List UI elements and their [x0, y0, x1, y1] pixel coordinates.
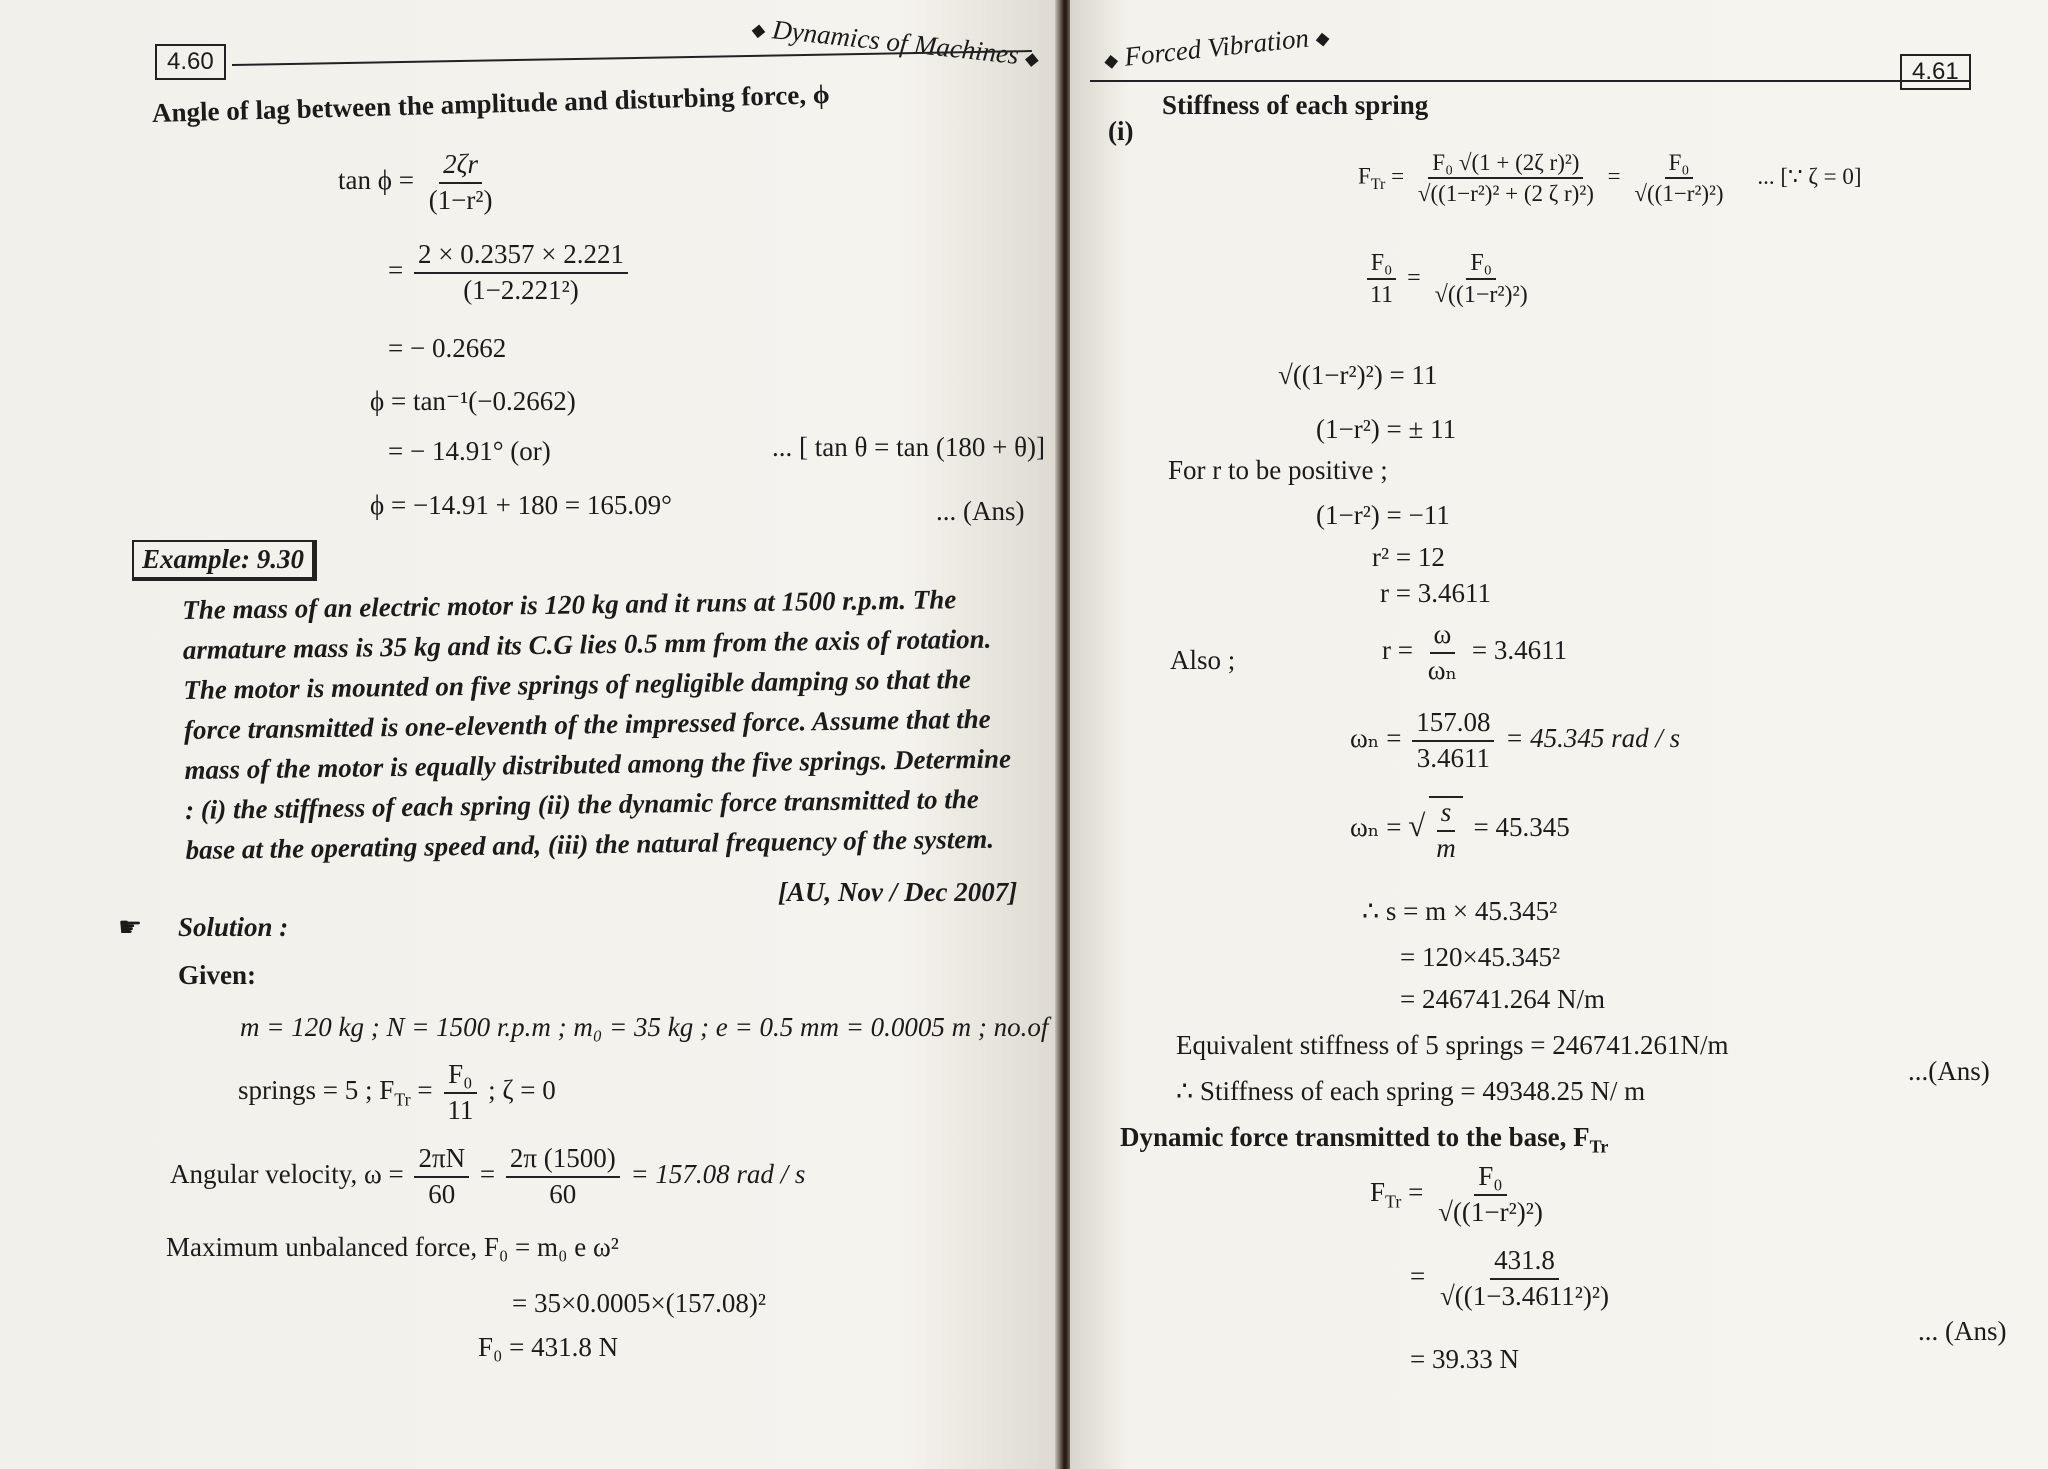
unbalanced-force-sub: = 35×0.0005×(157.08)²: [512, 1288, 767, 1318]
angular-velocity-eq: Angular velocity, ω = $\frac{2\pi N}{60}$ = $\frac{2\pi (1500)}{60}$ = 157.08 rad / s: [170, 1143, 806, 1209]
fraction-num: F₀: [1367, 250, 1397, 280]
eq-omega-n: [1350, 708, 1680, 773]
problem-line: armature mass is 35 kg and its C.G lies 0.5 mm from the axis of rotation.: [182, 623, 992, 665]
fraction: [506, 1144, 620, 1209]
fraction-den: √((1−r²)² + (2 ζ r)²): [1417, 181, 1594, 207]
fraction-num: F₀: [1665, 150, 1694, 179]
fraction: [1434, 1162, 1547, 1227]
fraction-den: ωₙ: [1427, 654, 1458, 685]
eq-substitution: = $\frac{2 \times 0.2357 \times 2.221}{\text{(1−2.221²)}}$: [388, 240, 632, 305]
unbalanced-force-result: F₀ = 431.8 N: [478, 1332, 619, 1362]
given-line-1: m = 120 kg ; N = 1500 r.p.m ; m₀ = 35 kg ; e = 0.5 mm = 0.0005 m ; no.of: [240, 1012, 1049, 1042]
solution-label: Solution :: [178, 912, 289, 942]
eq-r: r = 3.4611: [1380, 578, 1491, 608]
running-header-text: Dynamics of Machines: [770, 14, 1021, 70]
each-spring-stiffness: ∴ Stiffness of each spring = 49348.25 N/ m: [1176, 1076, 1646, 1106]
eq-omega-sqrt: [1350, 796, 1570, 863]
part-label: (i): [1108, 116, 1134, 146]
fraction: [1424, 620, 1461, 685]
example-label: Example: 9.30: [132, 540, 317, 581]
fraction-num: F₀: [1466, 250, 1496, 280]
eq-note: ... [ tan θ = tan (180 + θ)]: [772, 432, 1046, 462]
equivalent-stiffness: Equivalent stiffness of 5 springs = 246741.261N/m: [1176, 1030, 1729, 1060]
given-zeta: ; ζ = 0: [488, 1074, 556, 1105]
fraction: [414, 240, 628, 305]
subscript: Tr: [1589, 1136, 1609, 1157]
section-heading: Angle of lag between the amplitude and disturbing force, ϕ: [151, 79, 831, 128]
fraction-num: 2π (1500): [506, 1144, 620, 1178]
fraction-num: ω: [1430, 620, 1456, 654]
page-number: 4.61: [1900, 54, 1971, 90]
eq-stiffness-result: = 246741.264 N/m: [1400, 984, 1605, 1014]
eq-note: ... [∵ ζ = 0]: [1757, 163, 1862, 189]
ans-note: ... (Ans): [936, 496, 1025, 526]
eq-stiffness-sub: = 120×45.345²: [1400, 942, 1561, 972]
fraction: [1630, 150, 1727, 207]
fraction-num: F₀: [1474, 1162, 1506, 1196]
eq-phi: ϕ = tan⁻¹(−0.2662): [370, 386, 576, 416]
fraction: [1412, 708, 1494, 773]
section-heading-2: [1120, 1122, 1608, 1157]
page-number: 4.60: [155, 44, 226, 80]
fraction-den: 3.4611: [1416, 742, 1490, 773]
eq-phi-final: ϕ = −14.91 + 180 = 165.09°: [370, 490, 672, 520]
pointer-icon: ☛: [118, 912, 143, 942]
also-label: Also ;: [1170, 645, 1236, 675]
eq-tan-phi: [338, 150, 500, 215]
ans-note: ... (Ans): [1918, 1316, 2007, 1346]
fraction: [425, 150, 497, 215]
eq-lhs: ωₙ =: [1350, 722, 1402, 753]
reference: [AU, Nov / Dec 2007]: [778, 877, 1018, 907]
eq-stiffness: ∴ s = m × 45.345²: [1362, 896, 1558, 926]
eq-lhs: r =: [1382, 634, 1413, 665]
eq-neg: (1−r²) = −11: [1316, 500, 1450, 530]
fraction-den: √((1−r²)²): [1434, 282, 1528, 309]
fraction-num: 431.8: [1490, 1246, 1559, 1280]
fraction-den: 11: [1370, 282, 1394, 309]
eq-lhs: F: [1370, 1176, 1386, 1207]
given-springs: springs = 5 ; F: [238, 1074, 395, 1105]
fraction-den: (1−2.221²): [463, 274, 579, 305]
fraction-num: 2 × 0.2357 × 2.221: [414, 240, 628, 274]
fraction: [414, 1144, 469, 1209]
problem-line: The mass of an electric motor is 120 kg and it runs at 1500 r.p.m. The: [182, 584, 957, 625]
eq-root: √((1−r²)²) = 11: [1278, 360, 1438, 390]
fraction-num: s: [1437, 798, 1456, 832]
eq-ftr: $F_{Tr}$ = $\frac{\text{F₀ √(1 + (2ζ r)²)}}{\text{√((1−r²)² + (2 ζ r)²)}}$ = $\frac{\text{F₀}}{\text{√((1−r²)²)}}$ ... [∵ ζ = 0]: [1358, 150, 1862, 207]
fraction-den: 60: [428, 1178, 456, 1209]
fraction-num: F₀ √(1 + (2ζ r)²): [1428, 150, 1583, 179]
unbalanced-force-eq: Maximum unbalanced force, F₀ = m₀ e ω²: [166, 1232, 619, 1262]
fraction-den: (1−r²): [428, 184, 493, 215]
ans-note: ...(Ans): [1908, 1056, 1990, 1086]
eq-r-omega: [1382, 620, 1567, 685]
eq-rhs: = 3.4611: [1471, 634, 1568, 665]
problem-line: The motor is mounted on five springs of negligible damping so that the: [183, 663, 972, 705]
eq-r-squared: r² = 12: [1372, 542, 1445, 572]
given-line-2: springs = 5 ; $F_{Tr}$ = $\frac{\text{F₀}}{11}$ ; ζ = 0: [238, 1059, 556, 1125]
problem-statement: [182, 578, 1012, 870]
fraction: [1431, 250, 1532, 309]
fraction: [1414, 150, 1598, 207]
fraction-den: √((1−r²)²): [1634, 181, 1724, 207]
fraction-num: 2πN: [414, 1144, 469, 1178]
problem-line: : (i) the stiffness of each spring (ii) the dynamic force transmitted to the: [184, 783, 979, 825]
fraction-den: √((1−r²)²): [1438, 1196, 1543, 1227]
angvel-label: Angular velocity, ω =: [170, 1158, 404, 1189]
fraction-den: m: [1436, 832, 1456, 863]
fraction-num: F₀: [444, 1060, 476, 1094]
fraction-den: 11: [447, 1094, 474, 1125]
subscript: Tr: [1370, 176, 1386, 194]
fraction-den: √((1−3.4611²)²): [1439, 1280, 1609, 1311]
heading-text: Dynamic force transmitted to the base, F: [1120, 1122, 1590, 1152]
condition-text: For r to be positive ;: [1168, 455, 1388, 485]
eq-rhs: = 45.345: [1473, 811, 1570, 842]
subscript: Tr: [1385, 1191, 1402, 1212]
radical-icon: √: [1408, 807, 1426, 843]
angvel-result: = 157.08 rad / s: [630, 1158, 806, 1189]
running-header: ◆ Dynamics of Machines ◆: [750, 14, 1040, 70]
fraction: [1429, 796, 1463, 863]
eq-rhs: = 45.345 rad / s: [1505, 722, 1681, 753]
right-page: [1070, 0, 2048, 1469]
eq-phi-value: = − 14.91° (or): [388, 436, 551, 466]
eq-ratio: $\frac{\text{F₀}}{11}$ = $\frac{\text{F₀}}{\text{√((1−r²)²)}}$: [1362, 250, 1536, 309]
fraction-num: 157.08: [1412, 708, 1494, 742]
eq-dynamic-force: $F_{Tr}$ = $\frac{\text{F₀}}{\text{√((1−r²)²)}}$: [1370, 1162, 1551, 1227]
eq-pm: (1−r²) = ± 11: [1316, 414, 1457, 444]
fraction: [1436, 1246, 1613, 1311]
eq-lhs: ωₙ =: [1350, 811, 1402, 842]
fraction: [1366, 250, 1397, 309]
header-rule: [1090, 80, 1970, 82]
section-heading: Stiffness of each spring: [1162, 90, 1429, 120]
eq-dynamic-force-result: = 39.33 N: [1410, 1344, 1519, 1374]
fraction: [443, 1060, 477, 1125]
eq-lhs: tan ϕ =: [338, 164, 414, 195]
problem-line: force transmitted is one-eleventh of the impressed force. Assume that the: [183, 703, 991, 745]
subscript: Tr: [394, 1089, 411, 1110]
eq-lhs: F: [1358, 163, 1371, 189]
fraction-num: 2ζr: [439, 150, 482, 184]
eq-dynamic-force-sub: = $\frac{431.8}{\text{√((1−3.4611²)²)}}$: [1410, 1246, 1617, 1311]
problem-line: mass of the motor is equally distributed among the five springs. Determine: [184, 743, 1012, 785]
eq-result: = − 0.2662: [388, 333, 507, 363]
given-label: Given:: [178, 960, 256, 990]
running-header: ◆ Forced Vibration ◆: [1103, 22, 1331, 72]
running-header-text: Forced Vibration: [1122, 22, 1311, 72]
fraction-den: 60: [549, 1178, 577, 1209]
problem-line: base at the operating speed and, (iii) the natural frequency of the system.: [185, 823, 995, 865]
